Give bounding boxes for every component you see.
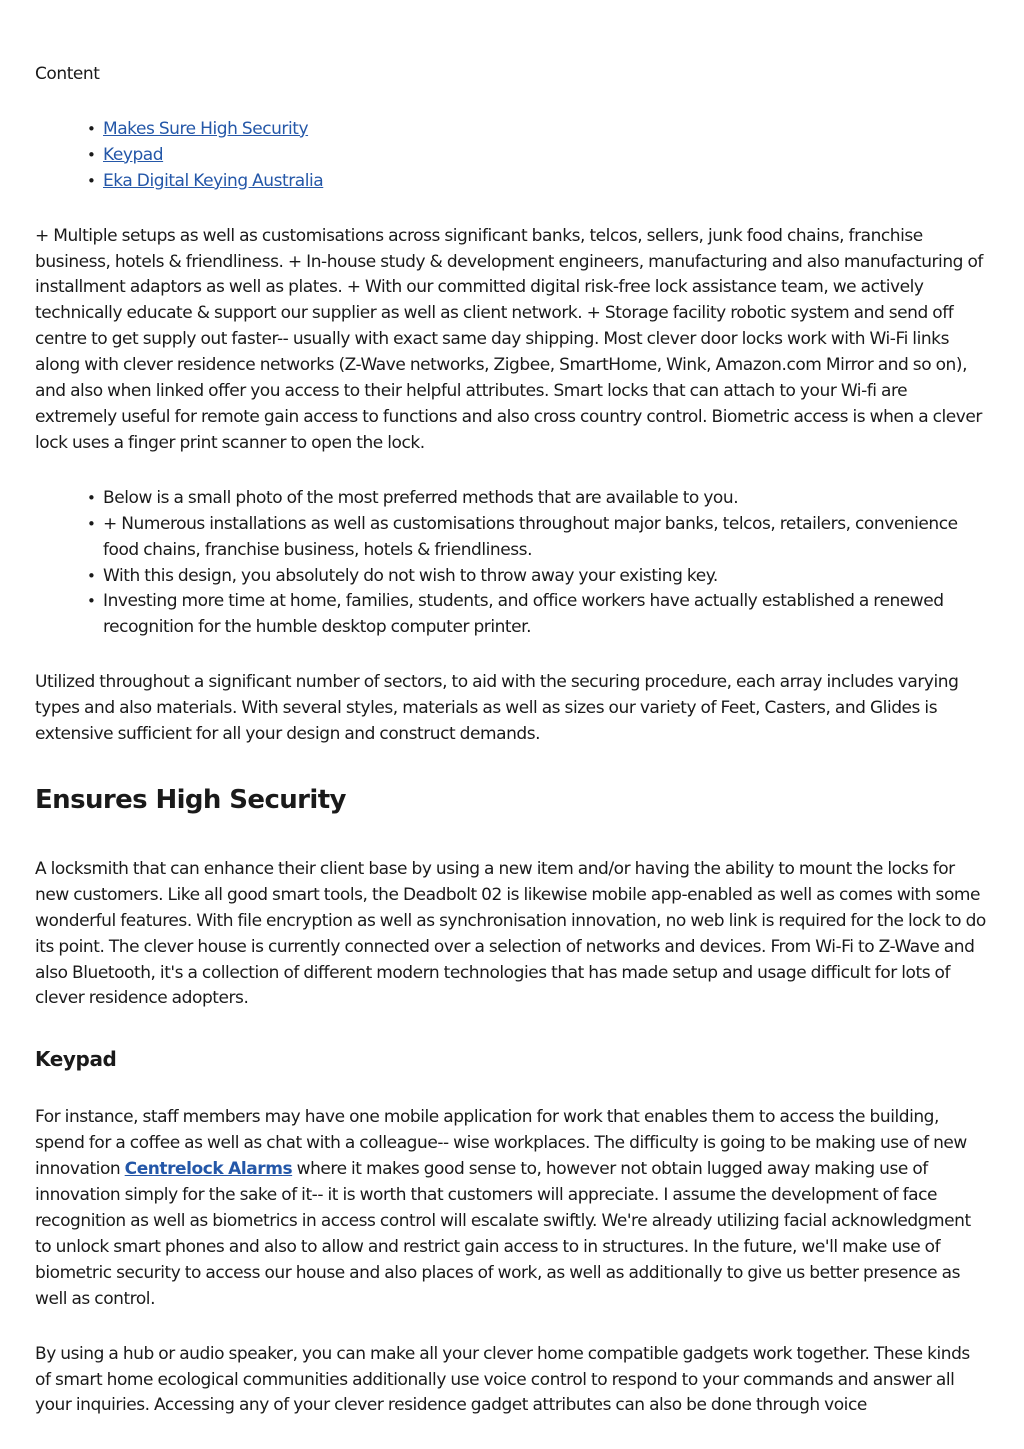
contents-item	[103, 117, 988, 143]
feature-list-item: • + Numerous installations as well as customisations throughout major banks, telcos, retailers, convenience food chains, franchise business, hotels & friendliness.	[103, 512, 988, 564]
feature-list-item: • Investing more time at home, families, students, and office workers have actually established a renewed recognition for the humble desktop computer printer.	[103, 589, 988, 641]
contents-list	[35, 117, 988, 195]
contents-heading: Content	[35, 64, 100, 84]
feature-list-item: • Below is a small photo of the most preferred methods that are available to you.	[103, 486, 988, 512]
contents-item	[103, 169, 988, 195]
contents-item	[103, 143, 988, 169]
hub-paragraph: By using a hub or audio speaker, you can make all your clever home compatible gadgets work together. These kinds of smart home ecological communities additionally use voice control to respond to your commands and answer all your inquiries. Accessing any of your clever residence gadget attributes can also be done through voice	[35, 1343, 970, 1416]
contents-link-security[interactable]: Makes Sure High Security	[103, 118, 309, 139]
sectors-paragraph: Utilized throughout a significant number of sectors, to aid with the securing procedure, each array includes varying types and also materials. With several styles, materials as well as sizes our variety of Feet, Casters, and Glides is extensive sufficient for all your design and construct demands.	[35, 672, 959, 745]
feature-list-item: • With this design, you absolutely do not wish to throw away your existing key.	[103, 564, 988, 590]
intro-paragraph: + Multiple setups as well as customisations across significant banks, telcos, sellers, junk food chains, franchise business, hotels & friendliness. + In-house study & development engineers, manufacturing and also manufacturing of installment adaptors as well as plates. + With our committed digital risk-free lock assistance team, we actively technically educate & support our supplier as well as client network. + Storage facility robotic system and send off centre to get supply out faster-- usually with exact same day shipping. Most clever door locks work with Wi-Fi links along with clever residence networks (Z-Wave networks, Zigbee, SmartHome, Wink, Amazon.com Mirror and so on), and also when linked offer you access to their helpful attributes. Smart locks that can attach to your Wi-fi are extremely useful for remote gain access to functions and also cross country control. Biometric access is when a clever lock uses a finger print scanner to open the lock.	[35, 225, 983, 453]
keypad-text-before: For instance, staff members may have one mobile application for work that enables them to access the building, spend for a coffee as well as chat with a colleague-- wise workplaces. The difficulty is going to be making use of new innovation	[35, 1107, 967, 1180]
contents-link-keypad[interactable]: Keypad	[103, 144, 164, 165]
section-heading-keypad: Keypad	[35, 1047, 117, 1072]
contents-link-eka[interactable]: Eka Digital Keying Australia	[103, 170, 324, 191]
section-heading-security: Ensures High Security	[35, 784, 346, 815]
security-paragraph: A locksmith that can enhance their client base by using a new item and/or having the ability to mount the locks for new customers. Like all good smart tools, the Deadbolt 02 is likewise mobile app-enabled as well as comes with some wonderful features. With file encryption as well as synchronisation innovation, no web link is required for the lock to do its point. The clever house is currently connected over a selection of networks and devices. From Wi-Fi to Z-Wave and also Bluetooth, it's a collection of different modern technologies that has made setup and usage difficult for lots of clever residence adopters.	[35, 858, 986, 1009]
centrelock-alarms-link[interactable]: Centrelock Alarms	[124, 1159, 293, 1180]
keypad-text-after: where it makes good sense to, however not obtain lugged away making use of innovation simply for the sake of it-- it is worth that customers will appreciate. I assume the development of face recognition as well as biometrics in access control will escalate swiftly. We're already utilizing facial acknowledgment to unlock smart phones and also to allow and restrict gain access to in structures. In the future, we'll make use of biometric security to access our house and also places of work, as well as additionally to give us better presence as well as control.	[35, 1159, 971, 1309]
keypad-paragraph	[35, 1105, 988, 1312]
feature-list	[35, 486, 988, 641]
